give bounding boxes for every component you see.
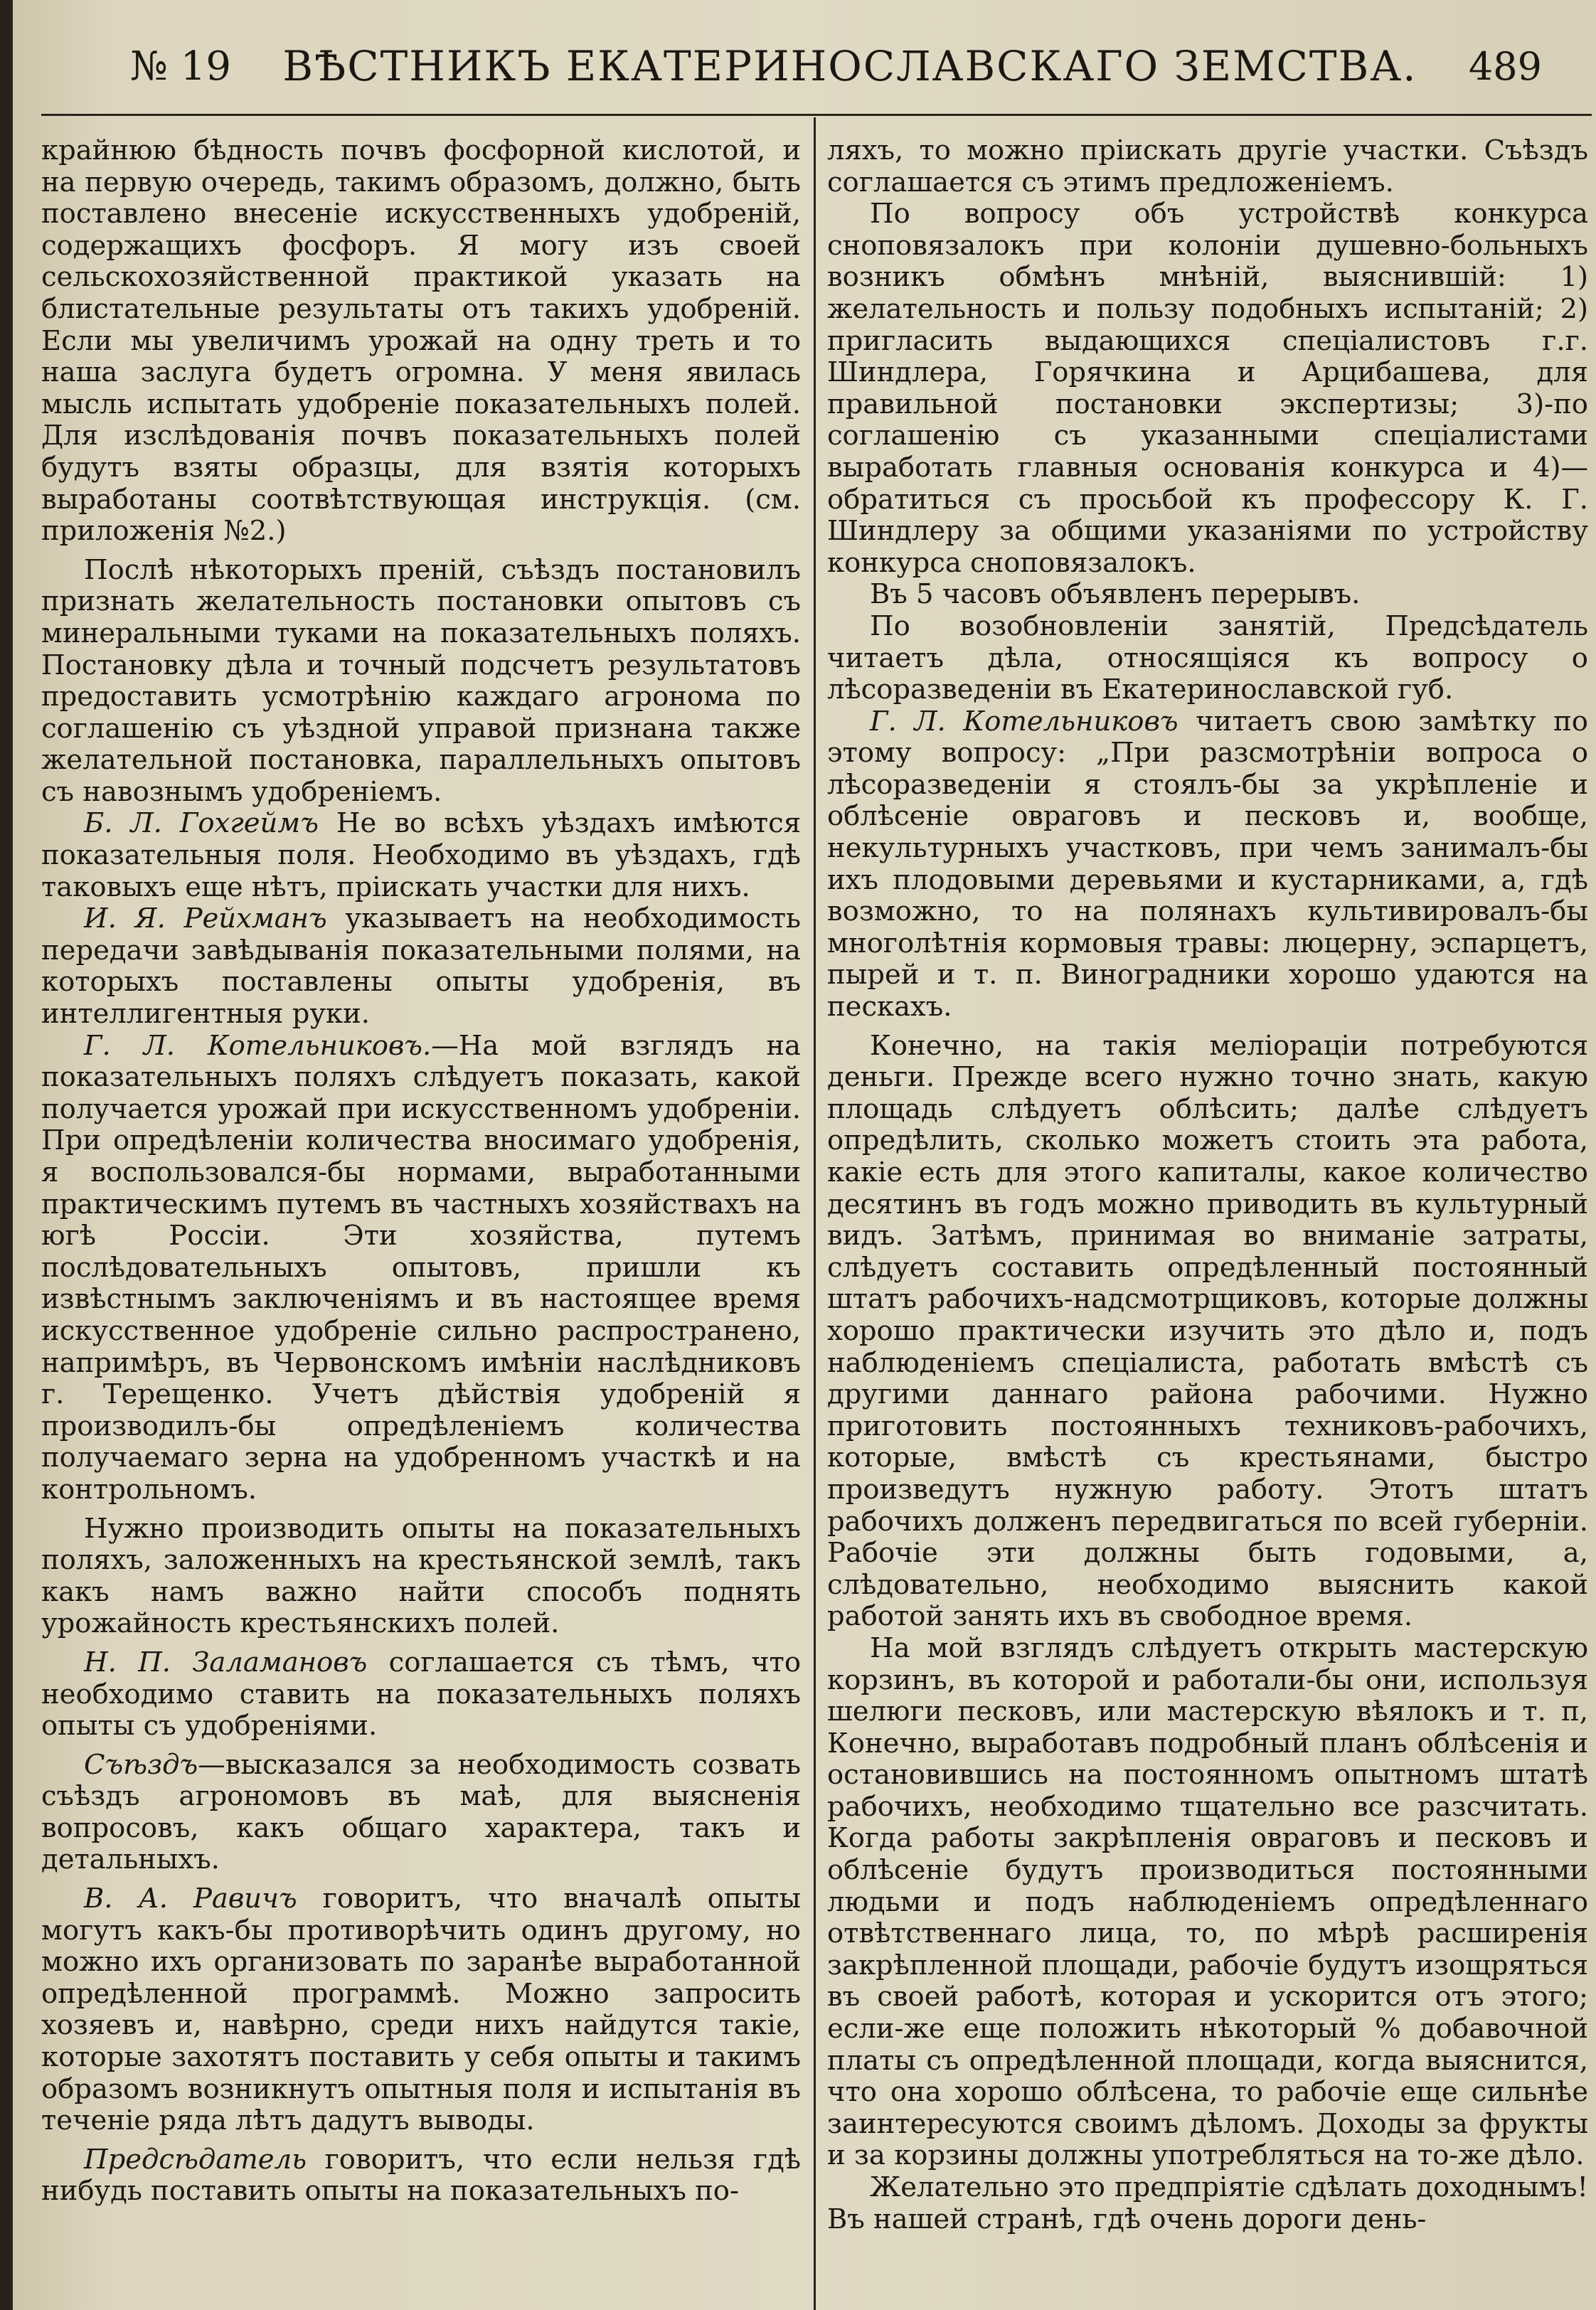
paragraph-text: Не во всѣхъ уѣздахъ имѣются показательныя поля. Необходимо въ уѣздахъ, гдѣ таковыхъ еще нѣтъ, пріискать участки для нихъ.	[41, 807, 801, 903]
paragraph-text: говоритъ, что вначалѣ опыты могутъ какъ-бы противорѣчить одинъ другому, но можно ихъ организовать по заранѣе выработанной опредѣленной программѣ. Можно запросить хозяевъ и, навѣрно, среди нихъ найдутся такіе, которые захотятъ поставить у себя опыты и такимъ образомъ возникнутъ опытныя поля и испытанія въ теченіе ряда лѣтъ дадутъ выводы.	[41, 1883, 801, 2137]
paragraph	[41, 1647, 801, 1742]
paragraph: крайнюю бѣдность почвъ фосфорной кислотой, и на первую очередь, такимъ образомъ, должно, быть поставлено внесеніе искусственныхъ удобреній, содержащихъ фосфоръ. Я могу изъ своей сельскохозяйственной практикой указать на блистательные результаты отъ такихъ удобреній. Если мы увеличимъ урожай на одну треть и то наша заслуга будетъ огромна. У меня явилась мысль испытать удобреніе показательныхъ полей. Для изслѣдованія почвъ показательныхъ полей будутъ взяты образцы, для взятія которыхъ выработаны соотвѣтствующая инструкція. (см. приложенія №2.)	[41, 135, 801, 548]
paragraph: ляхъ, то можно пріискать другіе участки. Съѣздъ соглашается съ этимъ предложеніемъ.	[827, 135, 1588, 198]
paragraph: Желательно это предпріятіе сдѣлать доходнымъ! Въ нашей странѣ, гдѣ очень дороги день-	[827, 2171, 1588, 2235]
page-header	[41, 34, 1570, 98]
journal-page	[13, 0, 1596, 2310]
speaker-name: Г. Л. Котельниковъ	[870, 705, 1179, 738]
speaker-name: Н. П. Заламановъ	[84, 1646, 368, 1678]
paragraph	[827, 706, 1588, 1023]
paragraph: Нужно производить опыты на показательныхъ поляхъ, заложенныхъ на крестьянской землѣ, такъ какъ намъ важно найти способъ поднять урожайность крестьянскихъ полей.	[41, 1512, 801, 1640]
speaker-name: И. Я. Рейхманъ	[84, 903, 327, 935]
paragraph-text: соглашается съ тѣмъ, что необходимо ставить на показательныхъ поляхъ опыты съ удобреніями.	[41, 1646, 801, 1742]
paragraph: Послѣ нѣкоторыхъ преній, съѣздъ постановилъ признать желательность постановки опытовъ съ минеральными туками на показательныхъ поляхъ. Постановку дѣла и точный подсчетъ результатовъ предоставить усмотрѣнію каждаго агронома по соглашенію съ уѣздной управой признана также желательной постановка, параллельныхъ опытовъ съ навознымъ удобреніемъ.	[41, 553, 801, 808]
paragraph: По вопросу объ устройствѣ конкурса сноповязалокъ при колоніи душевно-больныхъ возникъ обмѣнъ мнѣній, выяснившій: 1) желательность и пользу подобныхъ испытаній; 2) пригласить выдающихся спеціалистовъ г.г. Шиндлера, Горячкина и Арцибашева, для правильной постановки экспертизы; 3)-по соглашенію съ указанными спеціалистами выработать главныя основанія конкурса и 4)—обратиться съ просьбой къ профессору К. Г. Шиндлеру за общими указаніями по устройству конкурса сноповязалокъ.	[827, 198, 1588, 579]
speaker-name: Съѣздъ	[84, 1748, 198, 1781]
paragraph	[41, 2144, 801, 2208]
paragraph-text: говоритъ, что если нельзя гдѣ нибудь поставить опыты на показательныхъ по-	[41, 2143, 801, 2208]
header-divider	[41, 114, 1592, 116]
speaker-name: Б. Л. Гохгеймъ	[84, 807, 319, 840]
paragraph	[41, 1750, 801, 1876]
page-margin-strip	[0, 0, 13, 2310]
paragraph-text: —На мой взглядъ на показательныхъ поляхъ слѣдуетъ показать, какой получается урожай при искусственномъ удобреніи. При опредѣленіи количества вносимаго удобренія, я воспользовался-бы нормами, выработанными практическимъ путемъ въ частныхъ хозяйствахъ на югѣ Россіи. Эти хозяйства, путемъ послѣдовательныхъ опытовъ, пришли къ извѣстнымъ заключеніямъ и въ настоящее время искусственное удобреніе сильно распространено, напримѣръ, въ Червонскомъ имѣніи наслѣдниковъ г. Терещенко. Учетъ дѣйствія удобреній я производилъ-бы опредѣленіемъ количества получаемаго зерна на удобренномъ участкѣ и на контрольномъ.	[41, 1029, 801, 1506]
paragraph-text: читаетъ свою замѣтку по этому вопросу: „При разсмотрѣніи вопроса о лѣсоразведеніи я стоялъ-бы за укрѣпленіе и облѣсеніе овраговъ и песковъ и, вообще, некультурныхъ участковъ, при чемъ занималъ-бы ихъ плодовыми деревьями и кустарниками, а, гдѣ возможно, то на полянахъ культивировалъ-бы многолѣтнія кормовыя травы: люцерну, эспарцетъ, пырей и т. п. Виноградники хорошо удаются на пескахъ.	[827, 705, 1588, 1023]
paragraph	[41, 808, 801, 903]
issue-number: № 19	[130, 43, 232, 90]
paragraph: По возобновленіи занятій, Предсѣдатель читаетъ дѣла, относящіяся къ вопросу о лѣсоразведеніи въ Екатеринославской губ.	[827, 610, 1588, 706]
right-column	[827, 135, 1588, 2304]
speaker-name: В. А. Равичъ	[84, 1883, 297, 1915]
journal-title: ВѢСТНИКЪ ЕКАТЕРИНОСЛАВСКАГО ЗЕМСТВА.	[282, 42, 1417, 90]
page-number: 489	[1468, 43, 1542, 89]
left-column	[41, 135, 801, 2304]
paragraph	[41, 1883, 801, 2137]
paragraph-text: —высказался за необходимость созвать съѣздъ агрономовъ въ маѣ, для выясненія вопросовъ, какъ общаго характера, такъ и детальныхъ.	[41, 1748, 801, 1876]
paragraph: Въ 5 часовъ объявленъ перерывъ.	[870, 578, 1361, 611]
speaker-name: Г. Л. Котельниковъ.	[84, 1029, 432, 1062]
column-divider	[814, 117, 816, 2310]
paragraph	[41, 903, 801, 1030]
speaker-name: Предсѣдатель	[84, 2143, 307, 2176]
paragraph-text: указываетъ на необходимость передачи завѣдыванія показательными полями, на которыхъ поставлены опыты удобренія, въ интеллигентныя руки.	[41, 903, 801, 1031]
paragraph	[41, 1031, 801, 1506]
paragraph: На мой взглядъ слѣдуетъ открыть мастерскую корзинъ, въ которой и работали-бы они, используя шелюги песковъ, или мастерскую вѣялокъ и т. п, Конечно, выработавъ подробный планъ облѣсенія и остановившись на постоянномъ опытномъ штатѣ рабочихъ, необходимо тщательно все разсчитать. Когда работы закрѣпленія овраговъ и песковъ и облѣсеніе будутъ производиться постоянными людьми и подъ наблюденіемъ опредѣленнаго отвѣтственнаго лица, то, по мѣрѣ расширенія закрѣпленной площади, рабочіе будутъ изощряться въ своей работѣ, которая и ускорится отъ этого; если-же еще положить нѣкоторый % добавочной платы съ опредѣленной площади, когда выяснится, что она хорошо облѣсена, то рабочіе еще сильнѣе заинтересуются своимъ дѣломъ. Доходы за фрукты и за корзины должны употребляться на то-же дѣло.	[827, 1632, 1588, 2172]
paragraph: Конечно, на такія меліораціи потребуются деньги. Прежде всего нужно точно знать, какую площадь слѣдуетъ облѣсить; далѣе слѣдуетъ опредѣлить, сколько можетъ стоить эта работа, какіе есть для этого капиталы, какое количество десятинъ въ годъ можно приводить въ культурный видъ. Затѣмъ, принимая во вниманіе затраты, слѣдуетъ составить опредѣленный постоянный штатъ рабочихъ-надсмотрщиковъ, которые должны хорошо практически изучить это дѣло и, подъ наблюденіемъ спеціалиста, работать вмѣстѣ съ другими даннаго района рабочими. Нужно приготовить постоянныхъ техниковъ-рабочихъ, которые, вмѣстѣ съ крестьянами, быстро произведутъ нужную работу. Этотъ штатъ рабочихъ долженъ передвигаться по всей губерніи. Рабочіе эти должны быть годовыми, а, слѣдовательно, необходимо выяснить какой работой занять ихъ въ свободное время.	[827, 1029, 1588, 1633]
